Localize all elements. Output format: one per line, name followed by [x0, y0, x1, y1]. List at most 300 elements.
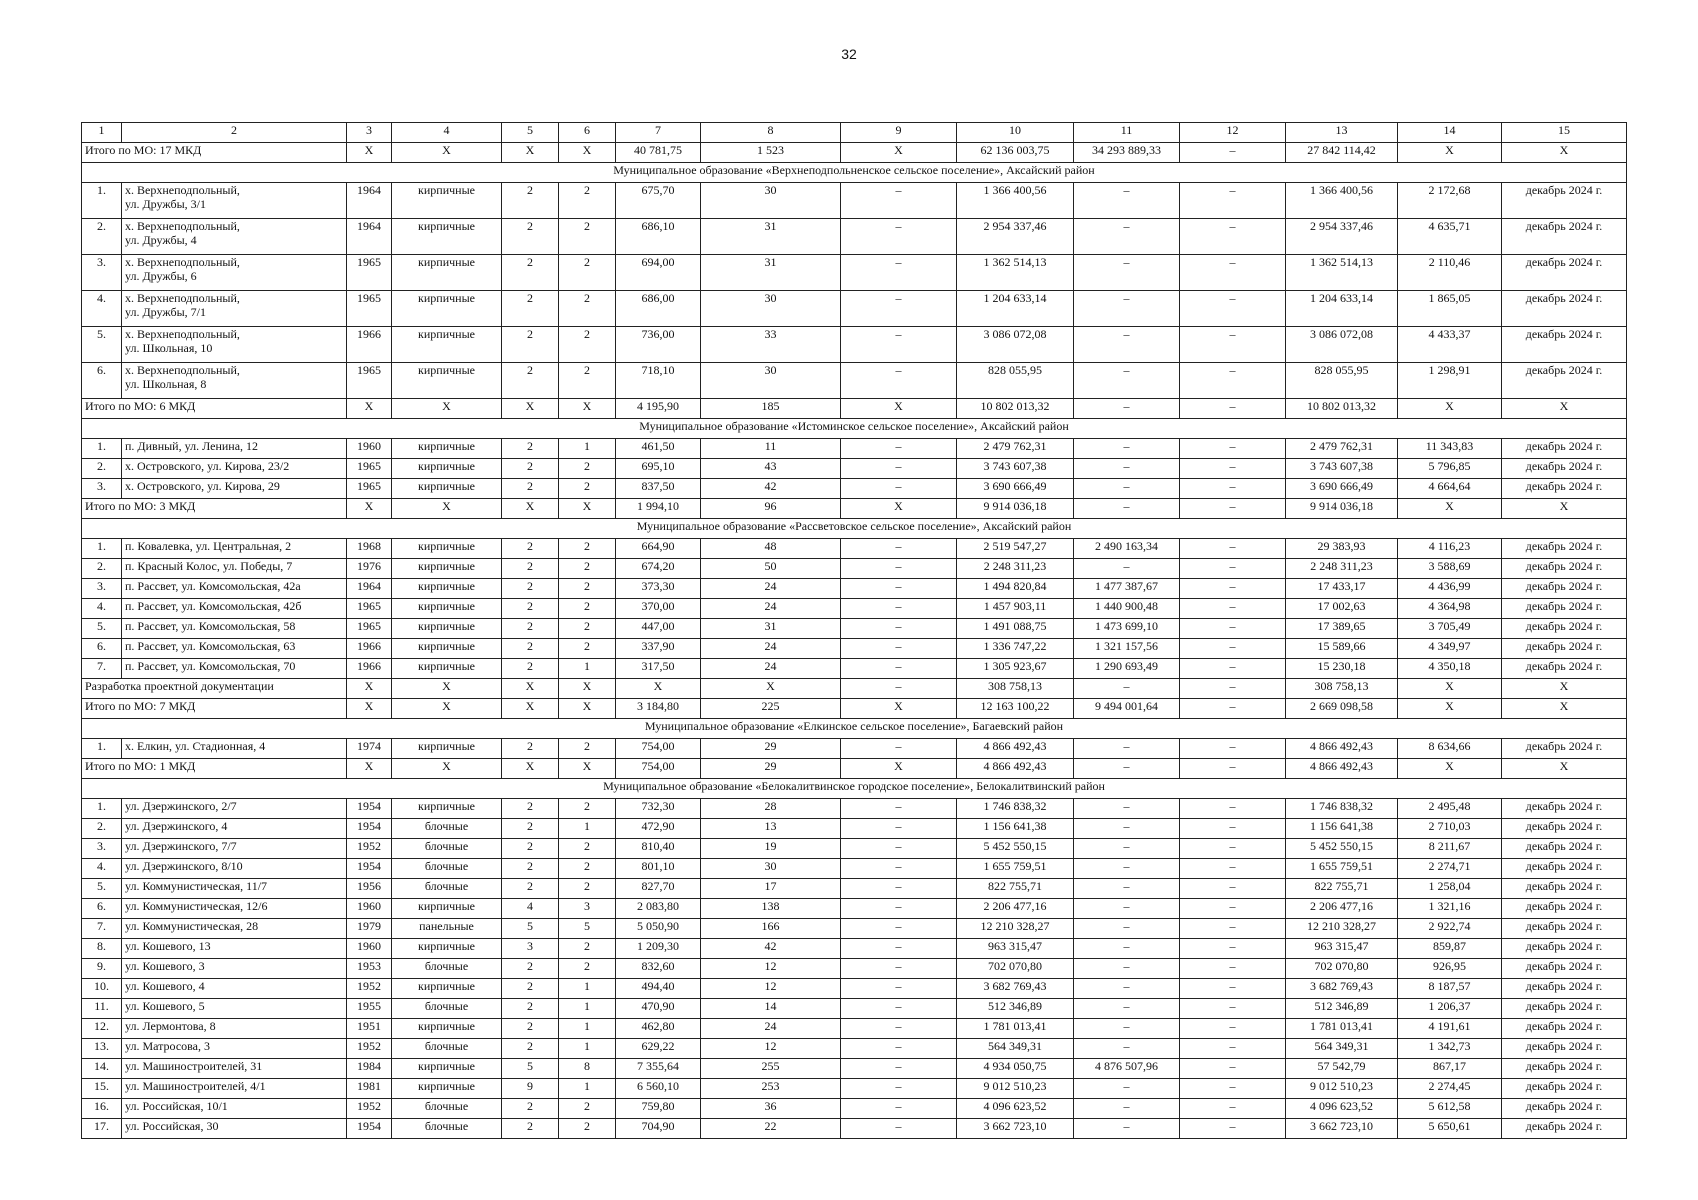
total-cell: 34 293 889,33 [1074, 143, 1180, 163]
data-cell: 1965 [347, 599, 392, 619]
house-row [82, 559, 1627, 579]
data-cell: 1 473 699,10 [1074, 619, 1180, 639]
data-cell: – [1180, 1119, 1286, 1139]
data-cell: – [841, 479, 957, 499]
data-cell: 2 [502, 599, 559, 619]
column-number-cell: 2 [122, 123, 347, 143]
data-cell: 695,10 [616, 459, 701, 479]
data-cell: декабрь 2024 г. [1502, 959, 1627, 979]
total-cell: X [559, 679, 616, 699]
total-row [82, 399, 1627, 419]
house-row [82, 539, 1627, 559]
data-cell: 4 433,37 [1398, 327, 1502, 363]
data-cell: – [1180, 1039, 1286, 1059]
row-number-cell: 6. [82, 363, 122, 399]
data-cell: 2 [502, 579, 559, 599]
total-cell: – [1074, 679, 1180, 699]
address-cell: п. Дивный, ул. Ленина, 12 [122, 439, 347, 459]
house-row [82, 939, 1627, 959]
data-cell: – [841, 539, 957, 559]
total-cell: X [392, 399, 502, 419]
data-cell: 2 [559, 839, 616, 859]
total-cell: – [1180, 499, 1286, 519]
row-number-cell: 3. [82, 839, 122, 859]
total-cell: X [347, 679, 392, 699]
data-cell: 4 364,98 [1398, 599, 1502, 619]
data-cell: 373,30 [616, 579, 701, 599]
data-cell: 3 [559, 899, 616, 919]
data-cell: 8 211,67 [1398, 839, 1502, 859]
data-cell: 828 055,95 [1286, 363, 1398, 399]
data-cell: 2 083,80 [616, 899, 701, 919]
data-cell: 1979 [347, 919, 392, 939]
data-cell: 253 [701, 1079, 841, 1099]
data-cell: – [1180, 899, 1286, 919]
data-cell: 822 755,71 [1286, 879, 1398, 899]
data-cell: декабрь 2024 г. [1502, 1099, 1627, 1119]
data-cell: 1965 [347, 363, 392, 399]
total-row [82, 699, 1627, 719]
total-cell: X [347, 143, 392, 163]
total-cell: X [1398, 399, 1502, 419]
data-cell: – [841, 255, 957, 291]
data-cell: 1 865,05 [1398, 291, 1502, 327]
data-cell: кирпичные [392, 939, 502, 959]
total-label: Итого по МО: 7 МКД [82, 699, 347, 719]
house-row [82, 255, 1627, 291]
total-cell: – [1074, 759, 1180, 779]
row-number-cell: 16. [82, 1099, 122, 1119]
data-cell: 2 [502, 459, 559, 479]
data-cell: 30 [701, 859, 841, 879]
row-number-cell: 4. [82, 599, 122, 619]
data-cell: 1965 [347, 619, 392, 639]
data-cell: 2 954 337,46 [957, 219, 1074, 255]
total-cell: X [392, 679, 502, 699]
data-cell: – [1180, 979, 1286, 999]
data-cell: 31 [701, 255, 841, 291]
row-number-cell: 5. [82, 619, 122, 639]
data-cell: 1952 [347, 839, 392, 859]
data-cell: 2 [502, 639, 559, 659]
row-number-cell: 1. [82, 799, 122, 819]
data-cell: 1 362 514,13 [1286, 255, 1398, 291]
address-cell: х. Островского, ул. Кирова, 29 [122, 479, 347, 499]
data-cell: 1 336 747,22 [957, 639, 1074, 659]
data-cell: 370,00 [616, 599, 701, 619]
row-number-cell: 17. [82, 1119, 122, 1139]
address-cell: х. Верхнеподпольный, ул. Дружбы, 4 [122, 219, 347, 255]
row-number-cell: 2. [82, 219, 122, 255]
total-cell: 1 523 [701, 143, 841, 163]
total-label: Итого по МО: 6 МКД [82, 399, 347, 419]
data-cell: 30 [701, 291, 841, 327]
data-cell: 1 781 013,41 [1286, 1019, 1398, 1039]
address-cell: ул. Кошевого, 4 [122, 979, 347, 999]
row-number-cell: 8. [82, 939, 122, 959]
column-number-row [82, 123, 1627, 143]
house-row [82, 979, 1627, 999]
data-cell: 2 [502, 1119, 559, 1139]
house-row [82, 619, 1627, 639]
data-cell: 1 746 838,32 [957, 799, 1074, 819]
house-row [82, 183, 1627, 219]
data-cell: – [1074, 859, 1180, 879]
data-cell: 1956 [347, 879, 392, 899]
data-cell: 2 [559, 939, 616, 959]
data-cell: – [841, 919, 957, 939]
house-row [82, 1039, 1627, 1059]
address-cell: ул. Коммунистическая, 28 [122, 919, 347, 939]
data-cell: 4 876 507,96 [1074, 1059, 1180, 1079]
data-cell: 24 [701, 579, 841, 599]
data-cell: – [841, 739, 957, 759]
data-cell: 564 349,31 [957, 1039, 1074, 1059]
data-cell: 1954 [347, 1119, 392, 1139]
total-cell: 185 [701, 399, 841, 419]
data-cell: декабрь 2024 г. [1502, 1079, 1627, 1099]
data-cell: 4 866 492,43 [957, 739, 1074, 759]
data-cell: 461,50 [616, 439, 701, 459]
data-cell: 337,90 [616, 639, 701, 659]
data-cell: 2 [502, 619, 559, 639]
data-cell: 1984 [347, 1059, 392, 1079]
data-cell: 19 [701, 839, 841, 859]
data-cell: – [841, 1039, 957, 1059]
data-cell: 1954 [347, 859, 392, 879]
column-number-cell: 4 [392, 123, 502, 143]
data-cell: декабрь 2024 г. [1502, 255, 1627, 291]
data-cell: 14 [701, 999, 841, 1019]
data-cell: 704,90 [616, 1119, 701, 1139]
data-cell: 1 [559, 439, 616, 459]
row-number-cell: 2. [82, 559, 122, 579]
total-cell: 9 914 036,18 [957, 499, 1074, 519]
data-cell: 1964 [347, 183, 392, 219]
data-cell: – [1180, 619, 1286, 639]
data-cell: 4 934 050,75 [957, 1059, 1074, 1079]
data-cell: 1951 [347, 1019, 392, 1039]
row-number-cell: 7. [82, 659, 122, 679]
data-cell: 3 662 723,10 [957, 1119, 1074, 1139]
house-row [82, 739, 1627, 759]
address-cell: ул. Коммунистическая, 12/6 [122, 899, 347, 919]
row-number-cell: 3. [82, 255, 122, 291]
total-cell: X [392, 699, 502, 719]
total-cell: 29 [701, 759, 841, 779]
total-cell: X [1398, 679, 1502, 699]
data-cell: декабрь 2024 г. [1502, 459, 1627, 479]
data-cell: – [841, 327, 957, 363]
total-cell: X [347, 699, 392, 719]
data-cell: 754,00 [616, 739, 701, 759]
row-number-cell: 6. [82, 899, 122, 919]
total-cell: X [701, 679, 841, 699]
data-cell: 17 002,63 [1286, 599, 1398, 619]
municipality-section-row [82, 419, 1627, 439]
row-number-cell: 11. [82, 999, 122, 1019]
data-cell: 1 477 387,67 [1074, 579, 1180, 599]
data-cell: 17 389,65 [1286, 619, 1398, 639]
row-number-cell: 1. [82, 539, 122, 559]
column-number-cell: 8 [701, 123, 841, 143]
data-cell: 2 [559, 879, 616, 899]
data-cell: декабрь 2024 г. [1502, 327, 1627, 363]
data-cell: 2 [502, 959, 559, 979]
data-cell: 29 383,93 [1286, 539, 1398, 559]
data-cell: декабрь 2024 г. [1502, 619, 1627, 639]
house-row [82, 839, 1627, 859]
data-cell: 1954 [347, 819, 392, 839]
house-row [82, 999, 1627, 1019]
data-cell: 512 346,89 [1286, 999, 1398, 1019]
data-cell: 2 172,68 [1398, 183, 1502, 219]
data-cell: 2 [502, 363, 559, 399]
data-cell: – [1180, 939, 1286, 959]
row-number-cell: 13. [82, 1039, 122, 1059]
data-cell: кирпичные [392, 599, 502, 619]
data-cell: 4 191,61 [1398, 1019, 1502, 1039]
data-cell: 1964 [347, 579, 392, 599]
data-cell: – [1074, 219, 1180, 255]
data-cell: 2 206 477,16 [957, 899, 1074, 919]
data-cell: 2 [559, 255, 616, 291]
total-cell: – [841, 679, 957, 699]
data-cell: 12 210 328,27 [1286, 919, 1398, 939]
data-cell: 3 086 072,08 [957, 327, 1074, 363]
data-cell: 2 [559, 599, 616, 619]
data-cell: 2 [502, 539, 559, 559]
data-cell: – [1074, 799, 1180, 819]
data-cell: 50 [701, 559, 841, 579]
data-cell: 867,17 [1398, 1059, 1502, 1079]
data-cell: – [1074, 183, 1180, 219]
data-cell: – [1074, 479, 1180, 499]
total-cell: X [347, 399, 392, 419]
column-number-cell: 9 [841, 123, 957, 143]
data-cell: 9 012 510,23 [1286, 1079, 1398, 1099]
address-cell: ул. Российская, 10/1 [122, 1099, 347, 1119]
address-cell: п. Красный Колос, ул. Победы, 7 [122, 559, 347, 579]
house-row [82, 659, 1627, 679]
data-cell: 42 [701, 479, 841, 499]
total-label: Итого по МО: 1 МКД [82, 759, 347, 779]
address-cell: х. Верхнеподпольный, ул. Дружбы, 7/1 [122, 291, 347, 327]
data-cell: кирпичные [392, 799, 502, 819]
data-cell: декабрь 2024 г. [1502, 363, 1627, 399]
column-number-cell: 7 [616, 123, 701, 143]
total-cell: 9 914 036,18 [1286, 499, 1398, 519]
data-cell: 17 433,17 [1286, 579, 1398, 599]
data-cell: 1965 [347, 479, 392, 499]
data-cell: 2 274,45 [1398, 1079, 1502, 1099]
data-cell: 2 [559, 219, 616, 255]
data-cell: кирпичные [392, 899, 502, 919]
data-cell: 2 479 762,31 [957, 439, 1074, 459]
data-cell: 31 [701, 619, 841, 639]
data-cell: 2 [502, 819, 559, 839]
column-number-cell: 15 [1502, 123, 1627, 143]
data-cell: 822 755,71 [957, 879, 1074, 899]
data-cell: 24 [701, 1019, 841, 1039]
data-cell: – [1180, 327, 1286, 363]
data-cell: 462,80 [616, 1019, 701, 1039]
data-cell: 11 [701, 439, 841, 459]
data-cell: 1 746 838,32 [1286, 799, 1398, 819]
data-cell: – [1180, 859, 1286, 879]
data-cell: 2 248 311,23 [957, 559, 1074, 579]
data-cell: 4 096 623,52 [1286, 1099, 1398, 1119]
data-cell: – [841, 1059, 957, 1079]
data-cell: декабрь 2024 г. [1502, 183, 1627, 219]
row-number-cell: 2. [82, 819, 122, 839]
data-cell: 2 110,46 [1398, 255, 1502, 291]
data-cell: – [1180, 1099, 1286, 1119]
column-number-cell: 10 [957, 123, 1074, 143]
data-cell: 15 230,18 [1286, 659, 1398, 679]
data-cell: 2 274,71 [1398, 859, 1502, 879]
data-cell: кирпичные [392, 439, 502, 459]
data-cell: 2 [559, 327, 616, 363]
data-cell: – [1180, 999, 1286, 1019]
data-cell: 4 096 623,52 [957, 1099, 1074, 1119]
data-cell: – [841, 219, 957, 255]
data-cell: 33 [701, 327, 841, 363]
municipality-section-row [82, 163, 1627, 183]
data-cell: кирпичные [392, 539, 502, 559]
data-cell: 3 086 072,08 [1286, 327, 1398, 363]
data-cell: декабрь 2024 г. [1502, 1039, 1627, 1059]
house-row [82, 1019, 1627, 1039]
row-number-cell: 7. [82, 919, 122, 939]
total-cell: X [559, 699, 616, 719]
data-cell: – [1180, 839, 1286, 859]
data-cell: кирпичные [392, 363, 502, 399]
data-cell: – [841, 959, 957, 979]
row-number-cell: 12. [82, 1019, 122, 1039]
data-cell: 963 315,47 [957, 939, 1074, 959]
data-cell: 5 [559, 919, 616, 939]
data-cell: 1 290 693,49 [1074, 659, 1180, 679]
data-cell: 759,80 [616, 1099, 701, 1119]
data-cell: 2 [559, 799, 616, 819]
house-row [82, 1059, 1627, 1079]
address-cell: п. Рассвет, ул. Комсомольская, 58 [122, 619, 347, 639]
data-cell: – [1074, 919, 1180, 939]
house-row [82, 1119, 1627, 1139]
data-cell: 2 [502, 799, 559, 819]
data-cell: 9 012 510,23 [957, 1079, 1074, 1099]
data-cell: 30 [701, 183, 841, 219]
data-cell: 166 [701, 919, 841, 939]
data-cell: 1 156 641,38 [1286, 819, 1398, 839]
data-cell: кирпичные [392, 219, 502, 255]
data-cell: 2 [502, 659, 559, 679]
data-cell: 2 710,03 [1398, 819, 1502, 839]
house-row [82, 859, 1627, 879]
data-cell: – [841, 659, 957, 679]
data-cell: 2 [559, 859, 616, 879]
row-number-cell: 14. [82, 1059, 122, 1079]
data-cell: 57 542,79 [1286, 1059, 1398, 1079]
data-cell: – [1074, 439, 1180, 459]
data-cell: декабрь 2024 г. [1502, 219, 1627, 255]
data-cell: 1960 [347, 899, 392, 919]
data-cell: 2 [502, 1019, 559, 1039]
address-cell: х. Верхнеподпольный, ул. Школьная, 10 [122, 327, 347, 363]
row-number-cell: 15. [82, 1079, 122, 1099]
data-cell: – [841, 999, 957, 1019]
municipality-section-title: Муниципальное образование «Белокалитвинское городское поселение», Белокалитвинский район [82, 779, 1627, 799]
data-cell: 1965 [347, 291, 392, 327]
data-cell: 4 349,97 [1398, 639, 1502, 659]
data-cell: декабрь 2024 г. [1502, 919, 1627, 939]
data-cell: 1 [559, 1039, 616, 1059]
data-cell: – [1074, 255, 1180, 291]
data-cell: 2 [502, 839, 559, 859]
data-cell: 447,00 [616, 619, 701, 639]
data-cell: 1974 [347, 739, 392, 759]
house-row [82, 219, 1627, 255]
data-cell: 564 349,31 [1286, 1039, 1398, 1059]
data-cell: 1 342,73 [1398, 1039, 1502, 1059]
house-row [82, 879, 1627, 899]
data-cell: 1 206,37 [1398, 999, 1502, 1019]
data-cell: 5 [502, 919, 559, 939]
house-row [82, 439, 1627, 459]
municipality-section-row [82, 779, 1627, 799]
data-cell: 5 [502, 1059, 559, 1079]
data-cell: 470,90 [616, 999, 701, 1019]
data-cell: 30 [701, 363, 841, 399]
data-cell: 48 [701, 539, 841, 559]
data-cell: 6 560,10 [616, 1079, 701, 1099]
data-cell: 7 355,64 [616, 1059, 701, 1079]
data-cell: 963 315,47 [1286, 939, 1398, 959]
column-number-cell: 1 [82, 123, 122, 143]
address-cell: п. Рассвет, ул. Комсомольская, 42б [122, 599, 347, 619]
municipality-section-title: Муниципальное образование «Рассветовское сельское поселение», Аксайский район [82, 519, 1627, 539]
data-cell: 1960 [347, 939, 392, 959]
data-cell: декабрь 2024 г. [1502, 979, 1627, 999]
total-cell: X [502, 499, 559, 519]
address-cell: ул. Дзержинского, 8/10 [122, 859, 347, 879]
data-cell: – [841, 459, 957, 479]
data-cell: 2 [559, 291, 616, 327]
data-cell: 801,10 [616, 859, 701, 879]
data-cell: – [1180, 219, 1286, 255]
data-cell: 1966 [347, 327, 392, 363]
data-cell: кирпичные [392, 739, 502, 759]
address-cell: п. Рассвет, ул. Комсомольская, 63 [122, 639, 347, 659]
total-cell: X [559, 399, 616, 419]
data-cell: – [841, 559, 957, 579]
municipality-section-row [82, 719, 1627, 739]
data-cell: 29 [701, 739, 841, 759]
data-cell: 2 [502, 327, 559, 363]
data-cell: 24 [701, 639, 841, 659]
total-cell: 96 [701, 499, 841, 519]
column-number-cell: 5 [502, 123, 559, 143]
house-row [82, 1079, 1627, 1099]
total-cell: X [1502, 399, 1627, 419]
total-cell: 62 136 003,75 [957, 143, 1074, 163]
data-cell: кирпичные [392, 1019, 502, 1039]
data-cell: декабрь 2024 г. [1502, 1019, 1627, 1039]
row-number-cell: 5. [82, 879, 122, 899]
data-cell: 2 [559, 183, 616, 219]
total-row [82, 499, 1627, 519]
